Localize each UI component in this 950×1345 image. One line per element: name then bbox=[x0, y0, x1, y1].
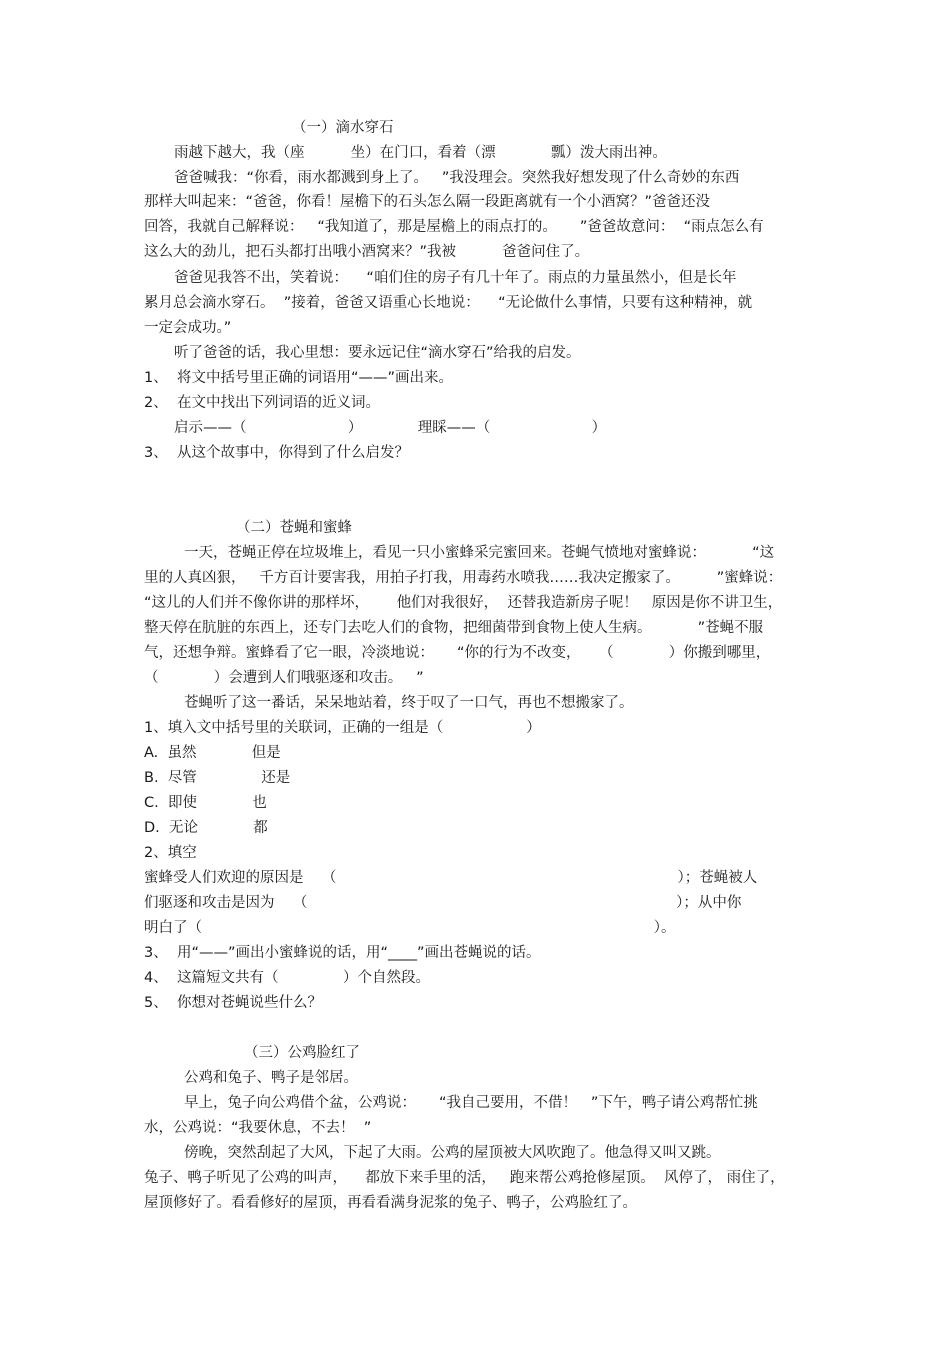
section-2-title: （二）苍蝇和蜜蜂 bbox=[236, 520, 352, 536]
s1-paragraph-line: 雨越下越大，我（座 坐）在门口，看着（漂 瓢）泼大雨出神。 bbox=[174, 145, 667, 161]
s3-paragraph-line: 屋顶修好了。看看修好的屋顶，再看看满身泥浆的兔子、鸭子，公鸡脸红了。 bbox=[144, 1195, 637, 1211]
s1-paragraph-line: 一定会成功。” bbox=[144, 320, 232, 336]
s2-question-4: 4、 这篇短文共有（ ）个自然段。 bbox=[144, 970, 430, 986]
s2-option-a: A. 虽然 但是 bbox=[144, 745, 281, 761]
s1-question-2: 2、 在文中找出下列词语的近义词。 bbox=[144, 395, 380, 411]
s2-option-d: D. 无论 都 bbox=[144, 820, 268, 836]
s1-paragraph-line: 回答，我就自己解释说： “我知道了，那是屋檐上的雨点打的。 ”爸爸故意问： “雨点怎么有 bbox=[144, 219, 764, 235]
s3-paragraph-line: 兔子、鸭子听见了公鸡的叫声， 都放下来手里的活， 跑来帮公鸡抢修屋顶。 风停了， 雨住了， bbox=[144, 1170, 785, 1186]
s2-question-2: 2、填空 bbox=[144, 845, 197, 861]
s2-question-1: 1、填入文中括号里的关联词，正确的一组是（ ） bbox=[144, 720, 541, 736]
s2-paragraph-line: “这儿的人们并不像你讲的那样坏， 他们对我很好， 还替我造新房子呢！ 原因是你不讲卫生， bbox=[144, 595, 783, 611]
s2-paragraph-line: 气，还想争辩。蜜蜂看了它一眼，冷淡地说： “你的行为不改变， （ ）你搬到哪里， bbox=[144, 645, 771, 661]
s3-paragraph-line: 傍晚，突然刮起了大风，下起了大雨。公鸡的屋顶被大风吹跑了。他急得又叫又跳。 bbox=[184, 1145, 721, 1161]
s3-paragraph-line: 水，公鸡说：“我要休息，不去！ ” bbox=[144, 1120, 372, 1136]
s2-paragraph-line: 一天，苍蝇正停在垃圾堆上，看见一只小蜜蜂采完蜜回来。苍蝇气愤地对蜜蜂说： “这 bbox=[184, 545, 775, 561]
s2-question-5: 5、 你想对苍蝇说些什么？ bbox=[144, 995, 322, 1011]
s3-paragraph-line: 公鸡和兔子、鸭子是邻居。 bbox=[184, 1070, 358, 1086]
s3-paragraph-line: 早上，兔子向公鸡借个盆，公鸡说： “我自己要用，不借！ ”下午，鸭子请公鸡帮忙挑 bbox=[184, 1095, 758, 1111]
s1-question-2-items: 启示——（ ） 理睬——（ ） bbox=[174, 420, 607, 436]
s2-fill-line: 们驱逐和攻击是因为 （ ）；从中你 bbox=[144, 895, 742, 911]
s1-paragraph-line: 爸爸喊我：“你看，雨水都溅到身上了。 ”我没理会。突然我好想发现了什么奇妙的东西 bbox=[174, 170, 740, 186]
s2-fill-line: 蜜蜂受人们欢迎的原因是 （ ）；苍蝇被人 bbox=[144, 870, 758, 886]
s1-question-1: 1、 将文中括号里正确的词语用“——”画出来。 bbox=[144, 370, 453, 386]
s2-option-c: C. 即使 也 bbox=[144, 795, 267, 811]
s2-paragraph-line: 苍蝇听了这一番话，呆呆地站着，终于叹了一口气，再也不想搬家了。 bbox=[184, 695, 634, 711]
s1-paragraph-line: 听了爸爸的话，我心里想：要永远记住“滴水穿石”给我的启发。 bbox=[174, 345, 581, 361]
s2-paragraph-line: （ ）会遭到人们哦驱逐和攻击。 ” bbox=[144, 670, 424, 686]
s2-paragraph-line: 整天停在肮脏的东西上，还专门去吃人们的食物，把细菌带到食物上使人生病。 ”苍蝇不服 bbox=[144, 620, 764, 636]
s2-option-b: B. 尽管 还是 bbox=[144, 770, 291, 786]
section-1-title: （一）滴水穿石 bbox=[292, 120, 394, 136]
s2-paragraph-line: 里的人真凶狠， 千方百计要害我，用拍子打我，用毒药水喷我……我决定搬家了。 ”蜜蜂说： bbox=[144, 570, 783, 586]
section-3-title: （三）公鸡脸红了 bbox=[244, 1045, 360, 1061]
s1-question-3: 3、 从这个故事中，你得到了什么启发？ bbox=[144, 445, 409, 461]
s2-question-3: 3、 用“——”画出小蜜蜂说的话，用“____”画出苍蝇说的话。 bbox=[144, 945, 541, 961]
s1-paragraph-line: 这么大的劲儿，把石头都打出哦小酒窝来？”我被 爸爸问住了。 bbox=[144, 244, 590, 260]
s2-fill-line: 明白了（ ）。 bbox=[144, 920, 676, 936]
s1-paragraph-line: 爸爸见我答不出，笑着说： “咱们住的房子有几十年了。雨点的力量虽然小，但是长年 bbox=[174, 270, 737, 286]
s1-paragraph-line: 那样大叫起来：“爸爸，你看！屋檐下的石头怎么隔一段距离就有一个小酒窝？”爸爸还没 bbox=[144, 194, 711, 210]
s1-paragraph-line: 累月总会滴水穿石。 ”接着，爸爸又语重心长地说： “无论做什么事情，只要有这种精神，就 bbox=[144, 295, 753, 311]
